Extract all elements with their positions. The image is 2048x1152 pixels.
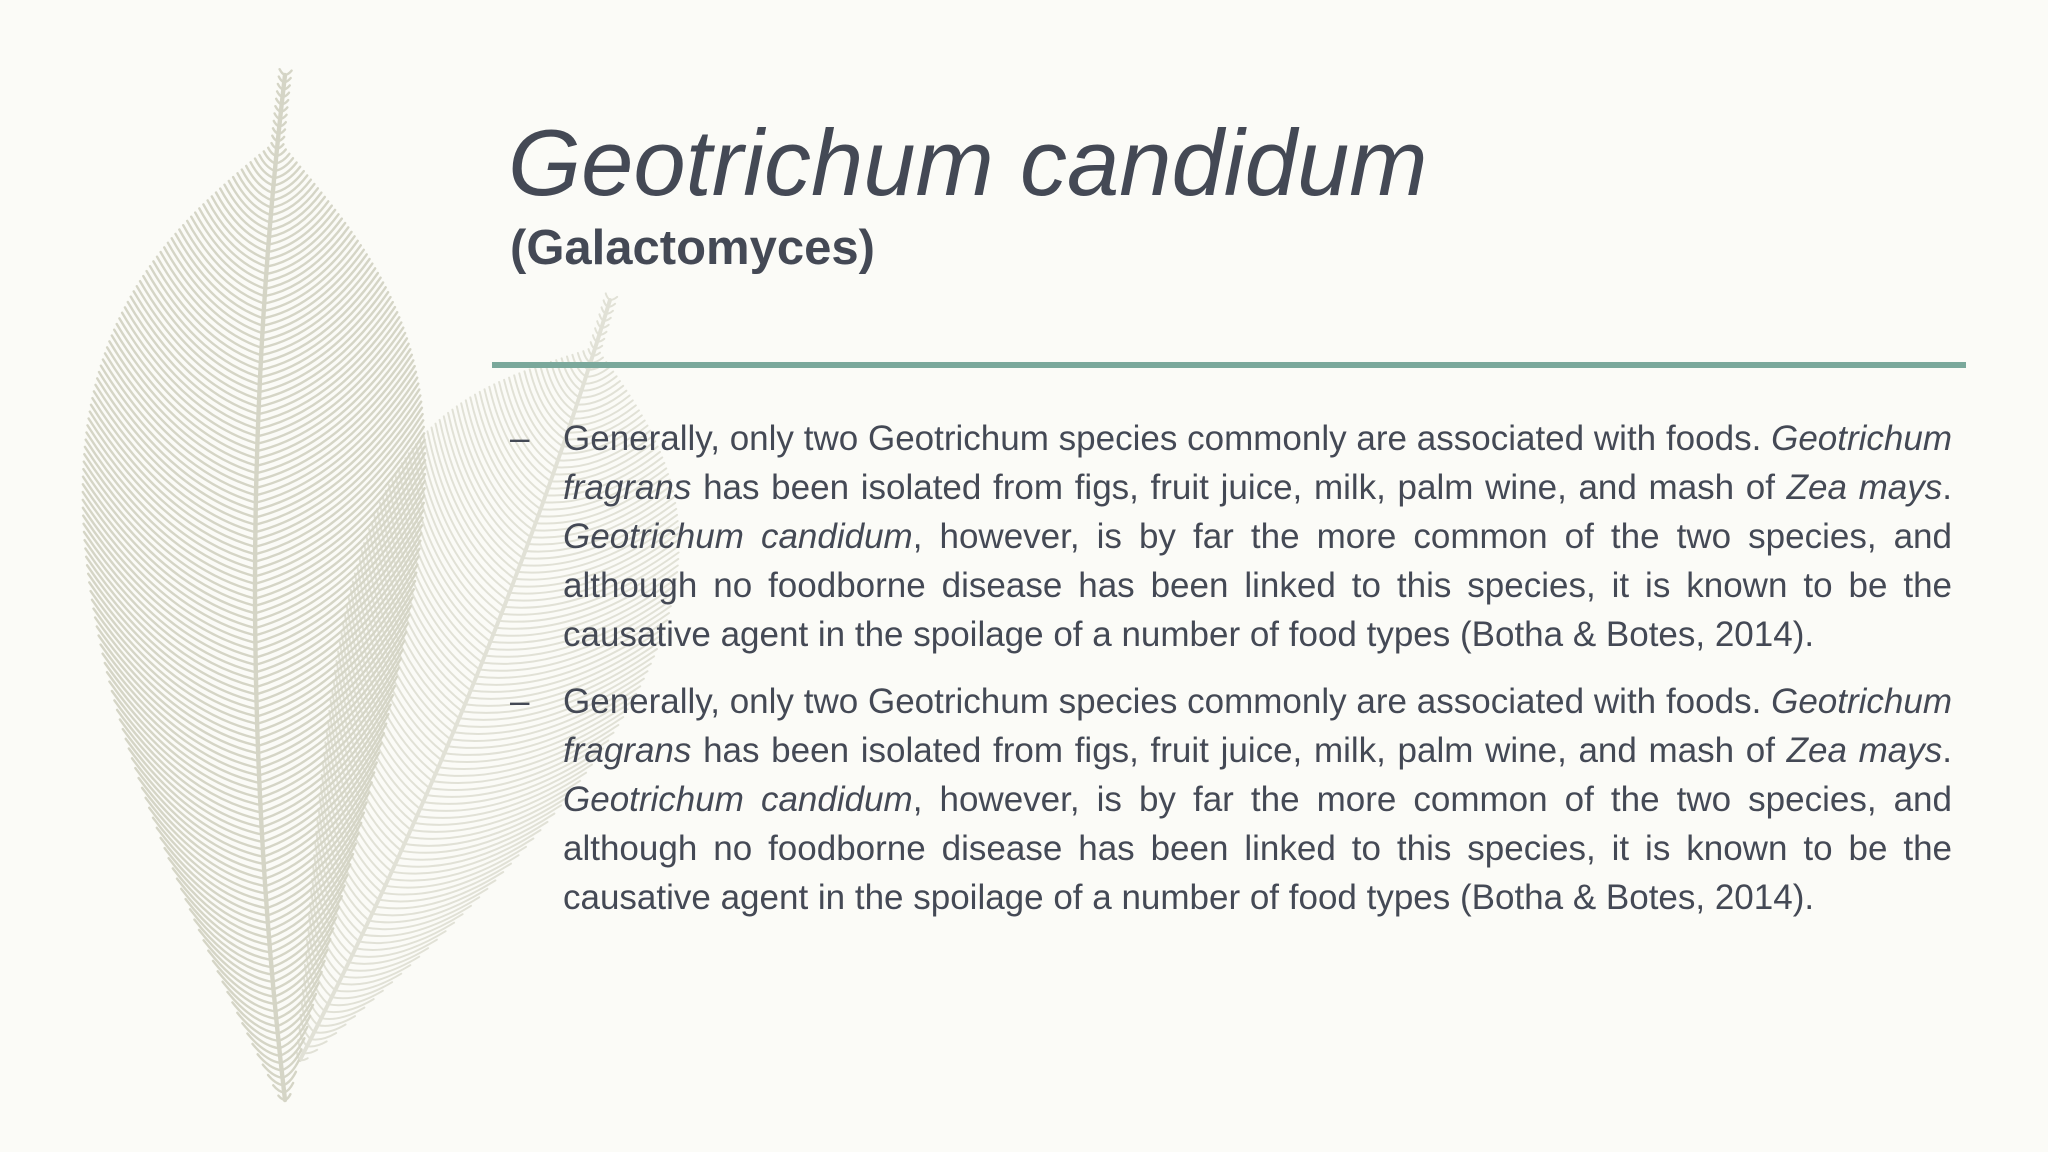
slide-title: Geotrichum candidum — [508, 110, 1428, 215]
text-run: , however, is by far the more common of the two species, and although no foodborne disease has been linked to this species, it is known to be the causative agent in the spoilage of a number of food types (Botha & Botes, 2014). — [563, 780, 1952, 917]
italic-species-name: Geotrichum candidum — [563, 780, 913, 819]
bullet-list — [500, 414, 1952, 940]
bullet-text — [563, 419, 1952, 654]
italic-species-name: Zea mays — [1786, 468, 1943, 507]
text-run: Generally, only two Geotrichum species commonly are associated with foods. — [563, 682, 1772, 721]
bullet-item — [500, 414, 1952, 659]
text-run: . — [1942, 468, 1952, 507]
title-divider — [492, 362, 1966, 368]
italic-species-name: Geotrichum fragrans — [563, 682, 1952, 770]
slide-subtitle: (Galactomyces) — [510, 221, 875, 275]
italic-species-name: Zea mays — [1786, 731, 1943, 770]
text-run: has been isolated from figs, fruit juice, milk, palm wine, and mash of — [691, 468, 1787, 507]
bullet-item — [500, 677, 1952, 922]
bullet-text — [563, 682, 1952, 917]
text-run: has been isolated from figs, fruit juice, milk, palm wine, and mash of — [691, 731, 1787, 770]
text-run: , however, is by far the more common of the two species, and although no foodborne disease has been linked to this species, it is known to be the causative agent in the spoilage of a number of food types (Botha & Botes, 2014). — [563, 517, 1952, 654]
italic-species-name: Geotrichum fragrans — [563, 419, 1952, 507]
text-run: Generally, only two Geotrichum species commonly are associated with foods. — [563, 419, 1772, 458]
text-run: . — [1942, 731, 1952, 770]
bullet-marker: – — [510, 419, 530, 458]
bullet-marker: – — [510, 682, 530, 721]
italic-species-name: Geotrichum candidum — [563, 517, 913, 556]
